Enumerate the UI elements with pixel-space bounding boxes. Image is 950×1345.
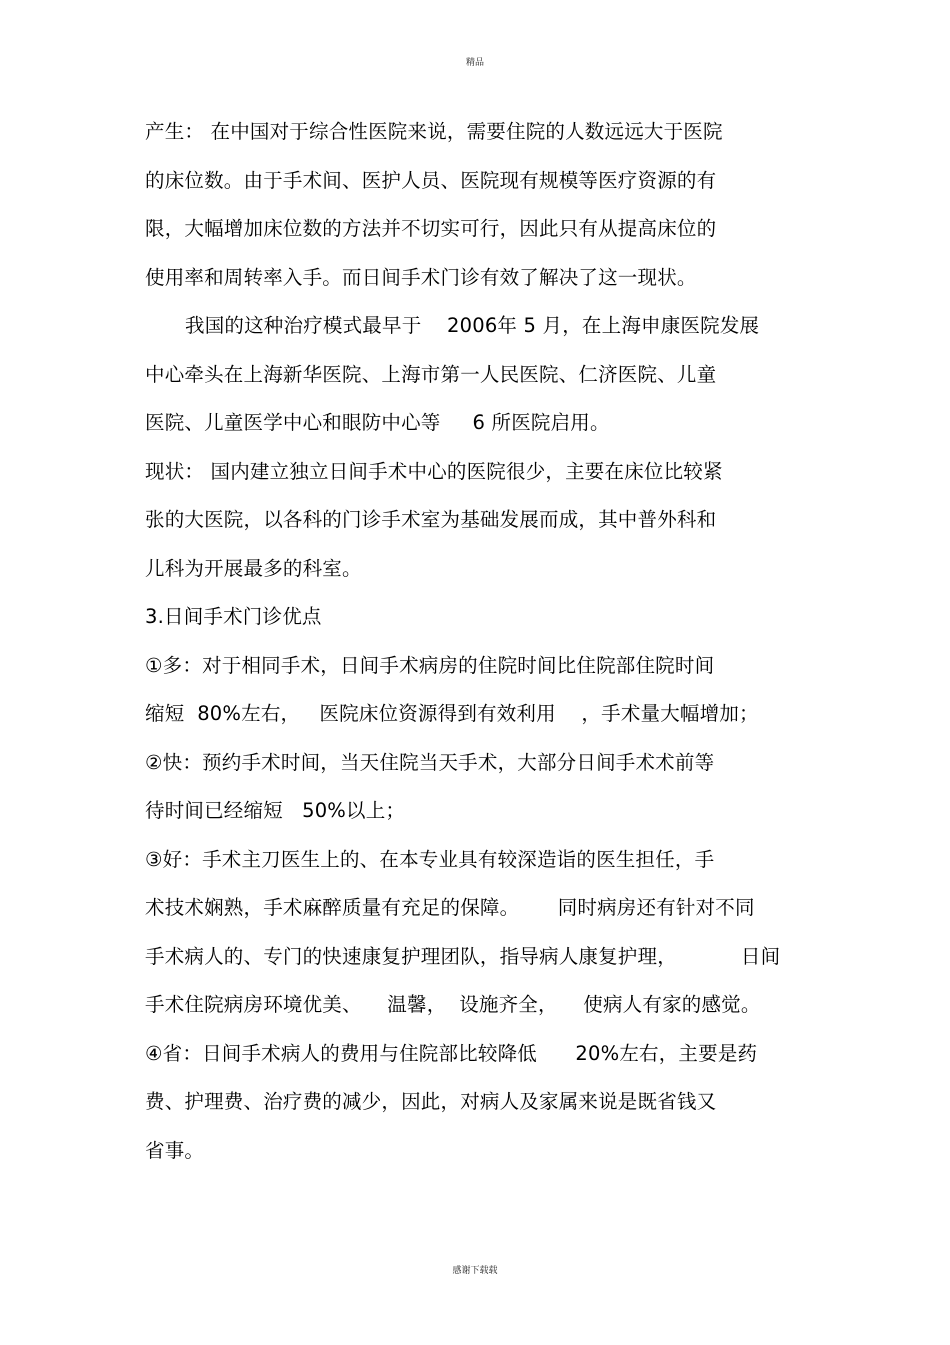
text-line: 限，大幅增加床位数的方法并不切实可行，因此只有从提高床位的	[145, 217, 717, 240]
text-line: 现状： 国内建立独立日间手术中心的医院很少，主要在床位比较紧	[145, 459, 723, 483]
text-line: 中心牵头在上海新华医院、上海市第一人民医院、仁济医院、儿童	[145, 362, 717, 386]
page-header-mark: 精品	[465, 58, 484, 68]
text-line: 费、护理费、治疗费的减少，因此，对病人及家属来说是既省钱又	[145, 1090, 717, 1113]
section-heading: 3.日间手术门诊优点	[145, 605, 322, 628]
page-footer-mark: 感谢下载载	[452, 1266, 498, 1276]
text-line: ③好：手术主刀医生上的、在本专业具有较深造诣的医生担任，手	[145, 847, 715, 871]
text-line: 使用率和周转率入手。而日间手术门诊有效了解决了这一现状。	[145, 265, 697, 289]
text-line: 缩短 80%左右， 医院床位资源得到有效利用 ，手术量大幅增加；	[145, 702, 759, 725]
text-line: ①多：对于相同手术，日间手术病房的住院时间比住院部住院时间	[145, 653, 715, 677]
text-line: ④省：日间手术病人的费用与住院部比较降低 20%左右，主要是药	[145, 1041, 758, 1065]
text-line: ②快：预约手术时间，当天住院当天手术，大部分日间手术术前等	[145, 750, 715, 774]
text-line: 儿科为开展最多的科室。	[145, 556, 362, 580]
text-line: 术技术娴熟，手术麻醉质量有充足的保障。 同时病房还有针对不同	[145, 896, 755, 919]
text-line: 的床位数。由于手术间、医护人员、医院现有规模等医疗资源的有	[145, 168, 717, 192]
text-line: 产生： 在中国对于综合性医院来说，需要住院的人数远远大于医院	[145, 120, 723, 143]
text-line: 我国的这种治疗模式最早于 2006年 5 月，在上海申康医院发展	[185, 314, 760, 337]
text-line: 手术病人的、专门的快速康复护理团队，指导病人康复护理， 日间	[145, 944, 781, 968]
text-line: 省事。	[145, 1138, 205, 1162]
text-line: 医院、儿童医学中心和眼防中心等 6 所医院启用。	[145, 411, 610, 434]
text-line: 待时间已经缩短 50%以上；	[145, 799, 406, 822]
document-body	[145, 108, 845, 1175]
text-line: 手术住院病房环境优美、 温馨， 设施齐全， 使病人有家的感觉。	[145, 993, 761, 1016]
text-line: 张的大医院，以各科的门诊手术室为基础发展而成，其中普外科和	[145, 508, 717, 531]
